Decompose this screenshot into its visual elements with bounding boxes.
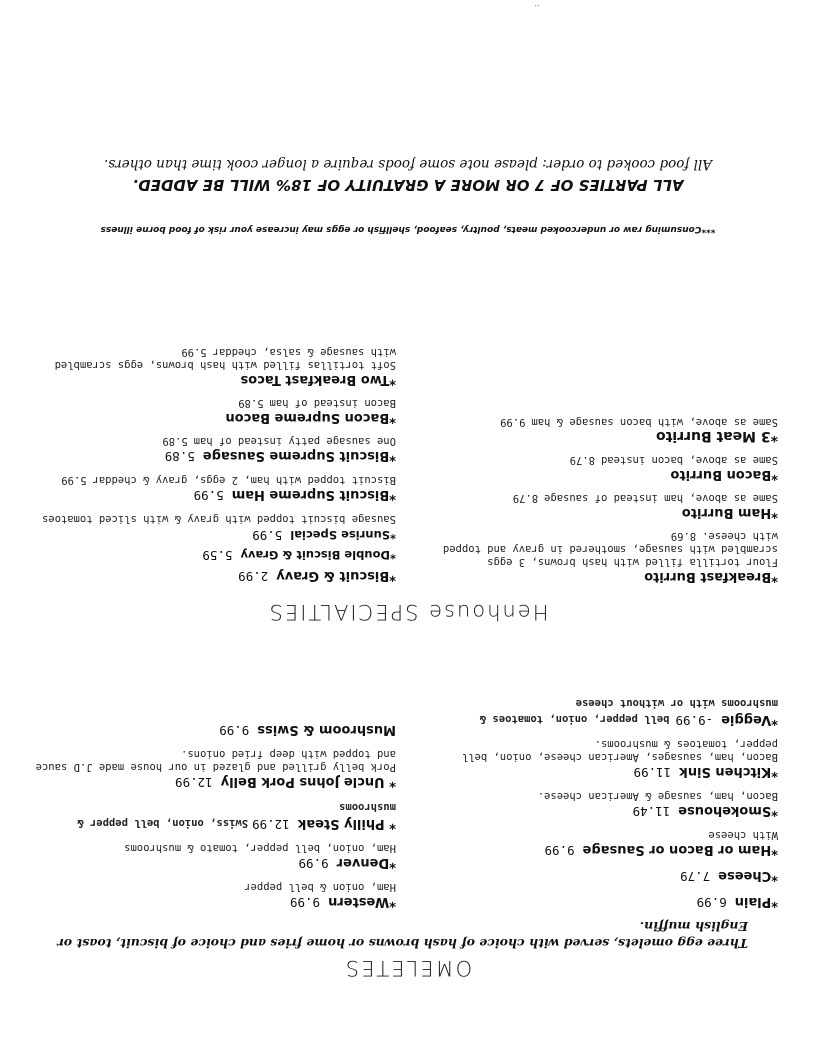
menu-item-star: * bbox=[771, 569, 778, 584]
menu-item-price: 2.99 bbox=[238, 569, 269, 584]
menu-item bbox=[438, 893, 778, 910]
menu-item-description: With cheese bbox=[708, 829, 778, 841]
menu-item-description: Ham, onion & bell pepper bbox=[244, 881, 396, 893]
menu-item-star: * bbox=[771, 712, 778, 727]
menu-item-description: Flour tortilla filled with hash browns, 3 eggs scrambled with sausage, smothered in gravy and topped with cheese. bbox=[442, 530, 778, 568]
menu-item-star: * bbox=[389, 855, 396, 870]
menu-item-price: -9.99 bbox=[675, 713, 714, 728]
menu-item bbox=[26, 527, 396, 543]
menu-item bbox=[438, 453, 778, 482]
menu-item-name: Philly Steak bbox=[297, 816, 385, 831]
menu-item-price: 9.99 bbox=[219, 723, 250, 738]
omelets-right-column bbox=[26, 712, 396, 910]
specialties-title: Henhouse SPECIALTIES bbox=[267, 600, 549, 624]
menu-item-price: 8.79 bbox=[569, 454, 595, 466]
menu-item-description: Bacon, ham, sausages, American cheese, onion, bell pepper, tomatoes & mushrooms. bbox=[461, 738, 778, 763]
menu-item-name: Uncle Johns Pork Belly bbox=[220, 774, 385, 789]
menu-item-description: Ham, onion, bell pepper, tomato & mushrooms bbox=[124, 842, 396, 854]
menu-item bbox=[26, 747, 396, 790]
menu-item-star: * bbox=[771, 505, 778, 520]
menu-item-name: Two Breakfast Tacos bbox=[240, 372, 390, 387]
menu-item-name: Double Biscuit & Gravy bbox=[240, 548, 390, 562]
menu-item-name: Denver bbox=[336, 855, 390, 870]
menu-item-description: Bacon, ham, sausage & American cheese. bbox=[537, 790, 778, 802]
omelets-left-column bbox=[438, 686, 778, 910]
menu-item-price: 5.59 bbox=[202, 548, 233, 563]
menu-item-star: * bbox=[389, 568, 396, 583]
menu-item-name: Western bbox=[328, 894, 390, 909]
menu-item-description: Pork belly grilled and glazed in our house made J.D sauce and topped with deep fried onions. bbox=[35, 748, 396, 773]
cook-time-notice: All food cooked to order: please note some foods require a longer cook time than others. bbox=[104, 156, 712, 172]
menu-item-price: 8.79 bbox=[512, 492, 539, 504]
menu-item bbox=[438, 415, 778, 444]
menu-item-name: Ham Burrito bbox=[681, 505, 772, 520]
menu-item-price: 9.99 bbox=[544, 843, 575, 858]
menu-item bbox=[438, 529, 778, 584]
menu-item-name: Plain bbox=[734, 894, 772, 909]
menu-item bbox=[26, 547, 396, 563]
omelets-title: OMELETES bbox=[343, 956, 473, 980]
menu-item-name: Breakfast Burrito bbox=[644, 569, 772, 584]
menu-item-description: One sausage patty instead of ham bbox=[193, 435, 396, 447]
menu-item-price: 8.69 bbox=[670, 530, 697, 542]
menu-item-price: 9.99 bbox=[298, 856, 329, 871]
menu-item-name: Cheese bbox=[718, 868, 772, 883]
menu-item-star: * bbox=[771, 803, 778, 818]
menu-item-star: * bbox=[389, 487, 396, 502]
menu-item-star: * bbox=[389, 548, 396, 562]
menu-item-name: Sunrise Special bbox=[290, 528, 390, 542]
menu-item bbox=[438, 737, 778, 780]
menu-item bbox=[438, 828, 778, 858]
menu-item-star: * bbox=[384, 774, 396, 789]
menu-item-star: * bbox=[389, 528, 396, 542]
menu-item-name: Kitchen Sink bbox=[679, 764, 772, 779]
menu-item-name: Biscuit Supreme Sausage bbox=[202, 448, 390, 463]
menu-item-price: 12.99 bbox=[252, 817, 290, 832]
menu-item-price: 11.99 bbox=[633, 765, 672, 780]
menu-item-price: 5.89 bbox=[162, 435, 188, 447]
menu-item-name: 3 Meat Burrito bbox=[656, 428, 771, 444]
menu-item-price: 11.49 bbox=[632, 804, 671, 819]
menu-item-name: Bacon Burrito bbox=[670, 467, 772, 482]
menu-item-star: * bbox=[771, 868, 778, 883]
menu-item-star: * bbox=[389, 894, 396, 909]
menu-item bbox=[26, 567, 396, 584]
omelets-intro: Three egg omelets, served with choice of hash browns or home fries and choice of biscuit, toast or English muffin. bbox=[57, 919, 748, 951]
menu-item bbox=[26, 396, 396, 425]
menu-item-price: 5.99 bbox=[181, 346, 207, 358]
menu-item-price: 9.99 bbox=[289, 895, 321, 910]
menu-item bbox=[26, 434, 396, 464]
menu-item-description: Bacon instead of ham bbox=[269, 397, 396, 409]
menu-item-description: Sausage biscuit topped with gravy & with sliced tomatoes bbox=[41, 513, 396, 525]
menu-item bbox=[26, 880, 396, 910]
menu-item bbox=[438, 695, 778, 728]
menu-item-star: * bbox=[389, 372, 396, 387]
food-safety-notice: ***Consuming raw or undercooked meats, poultry, seafood, shellfish or eggs may increase your risk of food borne illness bbox=[100, 224, 716, 234]
menu-item bbox=[26, 841, 396, 871]
menu-item bbox=[438, 491, 778, 520]
menu-item bbox=[26, 473, 396, 503]
menu-item-description: Swiss, onion, bell pepper & mushrooms bbox=[77, 801, 396, 829]
menu-item-star: * bbox=[384, 816, 396, 831]
menu-item-description: bell pepper, onion, tomatoes & mushrooms with or without cheese bbox=[479, 697, 778, 725]
menu-item bbox=[438, 789, 778, 819]
menu-item-star: * bbox=[771, 894, 778, 909]
menu-item-price: 5.89 bbox=[238, 397, 264, 409]
menu-item-price: 5.99 bbox=[252, 528, 283, 543]
gratuity-notice: ALL PARTIES OF 7 OR MORE A GRATUITY OF 18% WILL BE ADDED. bbox=[132, 176, 684, 194]
specialties-left-column bbox=[438, 406, 778, 584]
menu-item bbox=[26, 721, 396, 738]
menu-item-price: 6.99 bbox=[696, 895, 727, 910]
menu-item-name: Bacon Supreme Bacon bbox=[225, 410, 390, 425]
menu-item-price: 5.89 bbox=[164, 449, 195, 464]
menu-item-description: Same as above, ham instead of sausage bbox=[544, 492, 778, 504]
menu-item-price: 7.79 bbox=[680, 869, 711, 884]
menu-item-name: Biscuit Supreme Ham bbox=[231, 487, 390, 502]
menu-item-star: * bbox=[771, 764, 778, 779]
menu-item-description: Same as above, with bacon sausage & ham bbox=[531, 416, 778, 428]
menu-item bbox=[26, 799, 396, 832]
menu-item-price: 9.99 bbox=[500, 416, 526, 428]
menu-item-price: 12.99 bbox=[175, 775, 213, 790]
menu-item-name: Mushroom & Swiss bbox=[257, 722, 396, 737]
menu-item-name: Ham or Bacon or Sausage bbox=[582, 842, 772, 857]
menu-item-star: * bbox=[771, 467, 778, 482]
menu-item-star: * bbox=[771, 842, 778, 857]
menu-item-description: Biscuit topped with ham, 2 eggs, gravy & cheddar bbox=[92, 474, 396, 486]
specialties-right-column bbox=[26, 336, 396, 584]
menu-item-price: 5.99 bbox=[193, 488, 224, 503]
page-mark: .. bbox=[534, 2, 540, 12]
menu-item-price: 5.99 bbox=[61, 474, 87, 486]
menu-item-star: * bbox=[389, 410, 396, 425]
menu-item-name: Veggie bbox=[721, 712, 772, 727]
menu-item-star: * bbox=[770, 428, 778, 444]
menu-item bbox=[26, 512, 396, 525]
menu-item-description: Same as above, bacon instead bbox=[600, 454, 778, 466]
menu-item bbox=[26, 345, 396, 387]
menu-item-star: * bbox=[389, 448, 396, 463]
menu-item-description: Soft tortillas filled with hash browns, eggs scrambled with sausage & salsa, cheddar bbox=[54, 346, 396, 371]
menu-item-name: Biscuit & Gravy bbox=[276, 568, 390, 583]
menu-item bbox=[438, 867, 778, 884]
menu-item-name: Smokehouse bbox=[678, 803, 772, 818]
